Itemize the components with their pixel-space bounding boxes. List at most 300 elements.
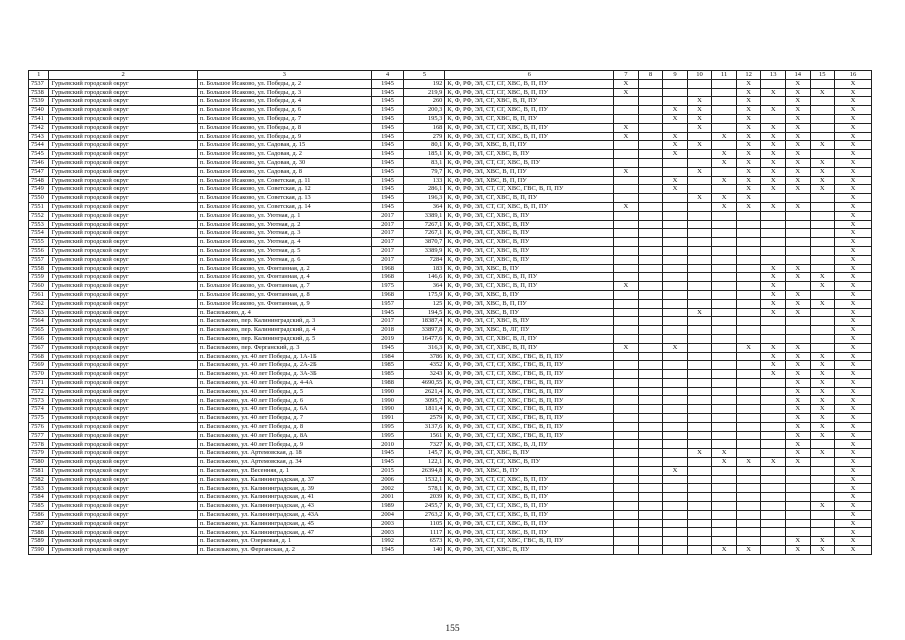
cell-col-4: 1990	[371, 396, 404, 405]
mark-cell	[638, 290, 663, 299]
mark-cell	[761, 396, 786, 405]
cell-col-4: 1945	[371, 141, 404, 150]
mark-cell: X	[736, 106, 761, 115]
mark-cell	[614, 493, 639, 502]
mark-cell	[712, 475, 737, 484]
cell-col-5: 194,5	[404, 308, 445, 317]
mark-cell	[663, 123, 688, 132]
cell-col-1: 7548	[29, 176, 49, 185]
mark-cell	[712, 185, 737, 194]
cell-col-1: 7566	[29, 334, 49, 343]
mark-cell	[712, 141, 737, 150]
mark-cell	[638, 317, 663, 326]
cell-col-1: 7582	[29, 475, 49, 484]
column-header: 5	[404, 71, 445, 80]
cell-col-3: п. Васильково, ул. Калининградская, д. 47	[197, 528, 371, 537]
mark-cell: X	[835, 176, 872, 185]
mark-cell	[785, 493, 810, 502]
mark-cell: X	[785, 290, 810, 299]
mark-cell	[638, 440, 663, 449]
mark-cell	[614, 458, 639, 467]
cell-col-1: 7576	[29, 422, 49, 431]
cell-col-4: 2017	[371, 211, 404, 220]
cell-col-2: Гурьевский городской округ	[49, 422, 197, 431]
column-header: 8	[638, 71, 663, 80]
table-row	[29, 387, 872, 396]
mark-cell	[736, 537, 761, 546]
table-row	[29, 238, 872, 247]
mark-cell: X	[810, 88, 835, 97]
cell-col-3: п. Большое Исаково, ул. Победы, д. 6	[197, 106, 371, 115]
mark-cell: X	[810, 422, 835, 431]
mark-cell: X	[835, 343, 872, 352]
mark-cell: X	[835, 167, 872, 176]
cell-col-2: Гурьевский городской округ	[49, 396, 197, 405]
cell-col-5: 4690,55	[404, 378, 445, 387]
cell-col-1: 7558	[29, 264, 49, 273]
cell-col-4: 1985	[371, 370, 404, 379]
mark-cell	[785, 194, 810, 203]
mark-cell: X	[761, 264, 786, 273]
cell-col-6: К, Ф, РФ, ЭЛ, СГ, ХВС, В, ПУ	[445, 449, 614, 458]
mark-cell: X	[614, 282, 639, 291]
mark-cell	[810, 132, 835, 141]
mark-cell	[810, 211, 835, 220]
mark-cell: X	[835, 326, 872, 335]
mark-cell	[663, 299, 688, 308]
cell-col-4: 2019	[371, 334, 404, 343]
mark-cell	[761, 238, 786, 247]
mark-cell	[614, 97, 639, 106]
mark-cell	[638, 229, 663, 238]
mark-cell: X	[835, 378, 872, 387]
cell-col-6: К, Ф, РФ, ЭЛ, СГ, ХВС, В, П, ПУ	[445, 97, 614, 106]
mark-cell: X	[835, 123, 872, 132]
mark-cell	[687, 202, 712, 211]
cell-col-1: 7537	[29, 79, 49, 88]
mark-cell: X	[785, 431, 810, 440]
mark-cell: X	[835, 106, 872, 115]
cell-col-5: 3870,7	[404, 238, 445, 247]
mark-cell	[736, 519, 761, 528]
mark-cell	[712, 370, 737, 379]
cell-col-6: К, Ф, РФ, ЭЛ, СТ, СГ, ХВС, ГВС, В, П, ПУ	[445, 370, 614, 379]
mark-cell	[663, 220, 688, 229]
mark-cell	[663, 528, 688, 537]
cell-col-4: 1985	[371, 361, 404, 370]
mark-cell	[663, 378, 688, 387]
cell-col-1: 7578	[29, 440, 49, 449]
mark-cell	[663, 273, 688, 282]
mark-cell	[638, 246, 663, 255]
mark-cell	[614, 326, 639, 335]
mark-cell: X	[835, 202, 872, 211]
cell-col-5: 3389,1	[404, 211, 445, 220]
mark-cell: X	[810, 431, 835, 440]
mark-cell	[785, 502, 810, 511]
mark-cell	[687, 282, 712, 291]
cell-col-4: 2017	[371, 255, 404, 264]
mark-cell	[638, 123, 663, 132]
mark-cell	[712, 343, 737, 352]
cell-col-2: Гурьевский городской округ	[49, 97, 197, 106]
mark-cell	[638, 458, 663, 467]
mark-cell: X	[785, 176, 810, 185]
mark-cell	[614, 273, 639, 282]
cell-col-4: 2006	[371, 475, 404, 484]
mark-cell	[712, 484, 737, 493]
cell-col-4: 1992	[371, 537, 404, 546]
mark-cell: X	[810, 502, 835, 511]
cell-col-5: 185,1	[404, 150, 445, 159]
mark-cell: X	[810, 167, 835, 176]
table-row	[29, 308, 872, 317]
cell-col-5: 145,7	[404, 449, 445, 458]
cell-col-6: К, Ф, РФ, ЭЛ, СГ, ХВС, В, ПУ	[445, 220, 614, 229]
mark-cell	[687, 370, 712, 379]
mark-cell: X	[835, 405, 872, 414]
mark-cell	[736, 317, 761, 326]
cell-col-2: Гурьевский городской округ	[49, 229, 197, 238]
cell-col-2: Гурьевский городской округ	[49, 317, 197, 326]
mark-cell	[663, 211, 688, 220]
mark-cell: X	[835, 194, 872, 203]
cell-col-2: Гурьевский городской округ	[49, 334, 197, 343]
cell-col-3: п. Большое Исаково, ул. Фонтанная, д. 9	[197, 299, 371, 308]
cell-col-2: Гурьевский городской округ	[49, 546, 197, 555]
table-row	[29, 493, 872, 502]
mark-cell	[638, 282, 663, 291]
mark-cell: X	[810, 299, 835, 308]
mark-cell	[810, 202, 835, 211]
mark-cell: X	[835, 79, 872, 88]
cell-col-3: п. Васильково, ул. 40 лет Победы, д. 2А-2Б	[197, 361, 371, 370]
mark-cell	[736, 387, 761, 396]
mark-cell	[785, 519, 810, 528]
cell-col-3: п. Большое Исаково, ул. Советская, д. 13	[197, 194, 371, 203]
mark-cell: X	[835, 537, 872, 546]
mark-cell: X	[835, 264, 872, 273]
cell-col-4: 1945	[371, 185, 404, 194]
mark-cell	[687, 405, 712, 414]
mark-cell	[663, 370, 688, 379]
table-body	[29, 79, 872, 554]
cell-col-3: п. Большое Исаково, ул. Уютная, д. 6	[197, 255, 371, 264]
mark-cell	[638, 343, 663, 352]
cell-col-1: 7568	[29, 352, 49, 361]
mark-cell	[614, 537, 639, 546]
cell-col-4: 2010	[371, 440, 404, 449]
cell-col-4: 1945	[371, 97, 404, 106]
cell-col-1: 7575	[29, 414, 49, 423]
cell-col-6: К, Ф, РФ, ЭЛ, ХВС, В, ЛГ, ПУ	[445, 326, 614, 335]
cell-col-2: Гурьевский городской округ	[49, 387, 197, 396]
mark-cell	[687, 317, 712, 326]
mark-cell	[638, 255, 663, 264]
mark-cell	[687, 510, 712, 519]
cell-col-6: К, Ф, РФ, ЭЛ, СГ, ХВС, В, П, ПУ	[445, 114, 614, 123]
mark-cell: X	[835, 282, 872, 291]
mark-cell	[785, 246, 810, 255]
mark-cell	[810, 308, 835, 317]
mark-cell	[638, 264, 663, 273]
mark-cell: X	[712, 449, 737, 458]
mark-cell: X	[785, 352, 810, 361]
mark-cell	[810, 317, 835, 326]
cell-col-2: Гурьевский городской округ	[49, 273, 197, 282]
cell-col-2: Гурьевский городской округ	[49, 519, 197, 528]
cell-col-5: 2579	[404, 414, 445, 423]
mark-cell: X	[785, 88, 810, 97]
mark-cell	[638, 484, 663, 493]
cell-col-3: п. Васильково, ул. 40 лет Победы, д. 9	[197, 440, 371, 449]
mark-cell	[638, 185, 663, 194]
cell-col-5: 79,7	[404, 167, 445, 176]
mark-cell	[810, 246, 835, 255]
mark-cell	[638, 519, 663, 528]
cell-col-1: 7581	[29, 466, 49, 475]
mark-cell	[810, 106, 835, 115]
cell-col-5: 2455,7	[404, 502, 445, 511]
mark-cell	[663, 167, 688, 176]
cell-col-5: 16477,6	[404, 334, 445, 343]
mark-cell	[761, 246, 786, 255]
cell-col-6: К, Ф, РФ, ЭЛ, СТ, СГ, ХВС, В, П, ПУ	[445, 528, 614, 537]
table-row	[29, 246, 872, 255]
cell-col-6: К, Ф, РФ, ЭЛ, СГ, ХВС, В, Л, ПУ	[445, 334, 614, 343]
table-row	[29, 290, 872, 299]
mark-cell	[614, 141, 639, 150]
cell-col-1: 7567	[29, 343, 49, 352]
cell-col-1: 7540	[29, 106, 49, 115]
mark-cell	[663, 510, 688, 519]
cell-col-2: Гурьевский городской округ	[49, 264, 197, 273]
mark-cell: X	[810, 546, 835, 555]
mark-cell	[687, 273, 712, 282]
mark-cell: X	[687, 167, 712, 176]
cell-col-1: 7588	[29, 528, 49, 537]
mark-cell	[810, 220, 835, 229]
mark-cell	[614, 466, 639, 475]
cell-col-6: К, Ф, РФ, ЭЛ, СГ, ХВС, В, ПУ	[445, 255, 614, 264]
cell-col-5: 33897,8	[404, 326, 445, 335]
table-row	[29, 176, 872, 185]
mark-cell	[663, 537, 688, 546]
mark-cell	[614, 528, 639, 537]
mark-cell	[687, 484, 712, 493]
cell-col-3: п. Васильково, д. 4	[197, 308, 371, 317]
column-header: 15	[810, 71, 835, 80]
mark-cell: X	[687, 97, 712, 106]
mark-cell	[712, 282, 737, 291]
mark-cell	[614, 440, 639, 449]
table-row	[29, 484, 872, 493]
cell-col-6: К, Ф, РФ, ЭЛ, СГ, ХВС, В, ПУ	[445, 211, 614, 220]
cell-col-1: 7579	[29, 449, 49, 458]
cell-col-4: 1968	[371, 273, 404, 282]
table-row	[29, 458, 872, 467]
column-header: 12	[736, 71, 761, 80]
mark-cell	[712, 387, 737, 396]
column-header: 6	[445, 71, 614, 80]
mark-cell: X	[785, 123, 810, 132]
mark-cell	[761, 422, 786, 431]
mark-cell	[736, 352, 761, 361]
cell-col-2: Гурьевский городской округ	[49, 502, 197, 511]
mark-cell: X	[785, 308, 810, 317]
cell-col-5: 7327	[404, 440, 445, 449]
mark-cell: X	[761, 308, 786, 317]
mark-cell	[614, 484, 639, 493]
cell-col-6: К, Ф, РФ, ЭЛ, СТ, СГ, ХВС, В, П, ПУ	[445, 88, 614, 97]
mark-cell	[663, 202, 688, 211]
mark-cell	[810, 440, 835, 449]
cell-col-4: 1945	[371, 308, 404, 317]
mark-cell	[712, 290, 737, 299]
table-row	[29, 264, 872, 273]
mark-cell	[687, 414, 712, 423]
mark-cell: X	[810, 537, 835, 546]
mark-cell	[761, 440, 786, 449]
table-row	[29, 141, 872, 150]
mark-cell: X	[810, 273, 835, 282]
mark-cell	[687, 387, 712, 396]
mark-cell	[663, 440, 688, 449]
mark-cell: X	[785, 150, 810, 159]
mark-cell	[736, 484, 761, 493]
mark-cell: X	[761, 352, 786, 361]
mark-cell: X	[835, 414, 872, 423]
mark-cell: X	[687, 141, 712, 150]
mark-cell	[761, 475, 786, 484]
mark-cell	[736, 334, 761, 343]
mark-cell: X	[835, 308, 872, 317]
cell-col-2: Гурьевский городской округ	[49, 123, 197, 132]
cell-col-3: п. Большое Исаково, ул. Уютная, д. 5	[197, 246, 371, 255]
mark-cell: X	[835, 466, 872, 475]
mark-cell: X	[736, 123, 761, 132]
cell-col-6: К, Ф, РФ, ЭЛ, СГ, ХВС, В, П, ПУ	[445, 343, 614, 352]
mark-cell	[712, 106, 737, 115]
cell-col-6: К, Ф, РФ, ЭЛ, СТ, СГ, ХВС, ГВС, В, П, ПУ	[445, 352, 614, 361]
cell-col-3: п. Большое Исаково, ул. Садовая, д. 30	[197, 158, 371, 167]
cell-col-3: п. Большое Исаково, ул. Победы, д. 4	[197, 97, 371, 106]
mark-cell	[663, 458, 688, 467]
mark-cell: X	[835, 114, 872, 123]
cell-col-1: 7585	[29, 502, 49, 511]
cell-col-6: К, Ф, РФ, ЭЛ, СГ, ХВС, В, ПУ	[445, 317, 614, 326]
mark-cell	[761, 334, 786, 343]
mark-cell	[810, 290, 835, 299]
mark-cell: X	[835, 484, 872, 493]
cell-col-4: 2017	[371, 246, 404, 255]
cell-col-6: К, Ф, РФ, ЭЛ, СТ, СГ, ХВС, В, П, ПУ	[445, 132, 614, 141]
mark-cell	[687, 475, 712, 484]
mark-cell	[663, 422, 688, 431]
cell-col-6: К, Ф, РФ, ЭЛ, СТ, СГ, ХВС, В, ПУ	[445, 158, 614, 167]
cell-col-1: 7569	[29, 361, 49, 370]
cell-col-1: 7543	[29, 132, 49, 141]
cell-col-3: п. Васильково, ул. 40 лет Победы, д. 7	[197, 414, 371, 423]
cell-col-5: 7284	[404, 255, 445, 264]
mark-cell	[712, 326, 737, 335]
cell-col-4: 1957	[371, 299, 404, 308]
mark-cell: X	[736, 343, 761, 352]
cell-col-2: Гурьевский городской округ	[49, 440, 197, 449]
cell-col-5: 3389,9	[404, 246, 445, 255]
mark-cell	[687, 493, 712, 502]
cell-col-3: п. Большое Исаково, ул. Советская, д. 14	[197, 202, 371, 211]
mark-cell	[638, 370, 663, 379]
mark-cell	[810, 528, 835, 537]
mark-cell: X	[810, 361, 835, 370]
cell-col-4: 1990	[371, 387, 404, 396]
cell-col-5: 183	[404, 264, 445, 273]
mark-cell	[761, 414, 786, 423]
cell-col-4: 2003	[371, 519, 404, 528]
mark-cell: X	[761, 343, 786, 352]
mark-cell	[736, 246, 761, 255]
table-row	[29, 88, 872, 97]
mark-cell: X	[761, 282, 786, 291]
mark-cell	[638, 106, 663, 115]
mark-cell	[687, 378, 712, 387]
mark-cell	[810, 238, 835, 247]
table-row	[29, 361, 872, 370]
table-row	[29, 202, 872, 211]
cell-col-3: п. Васильково, пер. Калининградский, д. 5	[197, 334, 371, 343]
mark-cell	[761, 537, 786, 546]
mark-cell	[736, 361, 761, 370]
mark-cell	[614, 229, 639, 238]
mark-cell	[785, 475, 810, 484]
cell-col-3: п. Васильково, ул. 40 лет Победы, д. 8А	[197, 431, 371, 440]
cell-col-2: Гурьевский городской округ	[49, 158, 197, 167]
mark-cell: X	[785, 185, 810, 194]
mark-cell: X	[663, 141, 688, 150]
cell-col-4: 1995	[371, 431, 404, 440]
cell-col-5: 26394,8	[404, 466, 445, 475]
mark-cell	[712, 211, 737, 220]
table-row	[29, 370, 872, 379]
cell-col-4: 2004	[371, 510, 404, 519]
column-header: 11	[712, 71, 737, 80]
mark-cell: X	[785, 132, 810, 141]
cell-col-3: п. Большое Исаково, ул. Советская, д. 12	[197, 185, 371, 194]
cell-col-1: 7550	[29, 194, 49, 203]
mark-cell	[712, 317, 737, 326]
cell-col-2: Гурьевский городской округ	[49, 220, 197, 229]
mark-cell	[638, 299, 663, 308]
cell-col-2: Гурьевский городской округ	[49, 414, 197, 423]
mark-cell	[638, 97, 663, 106]
cell-col-3: п. Большое Исаково, ул. Садовая, д. 2	[197, 150, 371, 159]
table-row	[29, 343, 872, 352]
mark-cell: X	[761, 176, 786, 185]
mark-cell	[638, 334, 663, 343]
mark-cell	[712, 378, 737, 387]
mark-cell: X	[810, 405, 835, 414]
mark-cell: X	[810, 282, 835, 291]
mark-cell: X	[785, 79, 810, 88]
mark-cell: X	[785, 458, 810, 467]
cell-col-6: К, Ф, РФ, ЭЛ, СТ, СГ, ХВС, ГВС, В, П, ПУ	[445, 185, 614, 194]
cell-col-4: 1945	[371, 150, 404, 159]
mark-cell: X	[687, 114, 712, 123]
mark-cell	[687, 238, 712, 247]
mark-cell	[614, 264, 639, 273]
cell-col-1: 7565	[29, 326, 49, 335]
